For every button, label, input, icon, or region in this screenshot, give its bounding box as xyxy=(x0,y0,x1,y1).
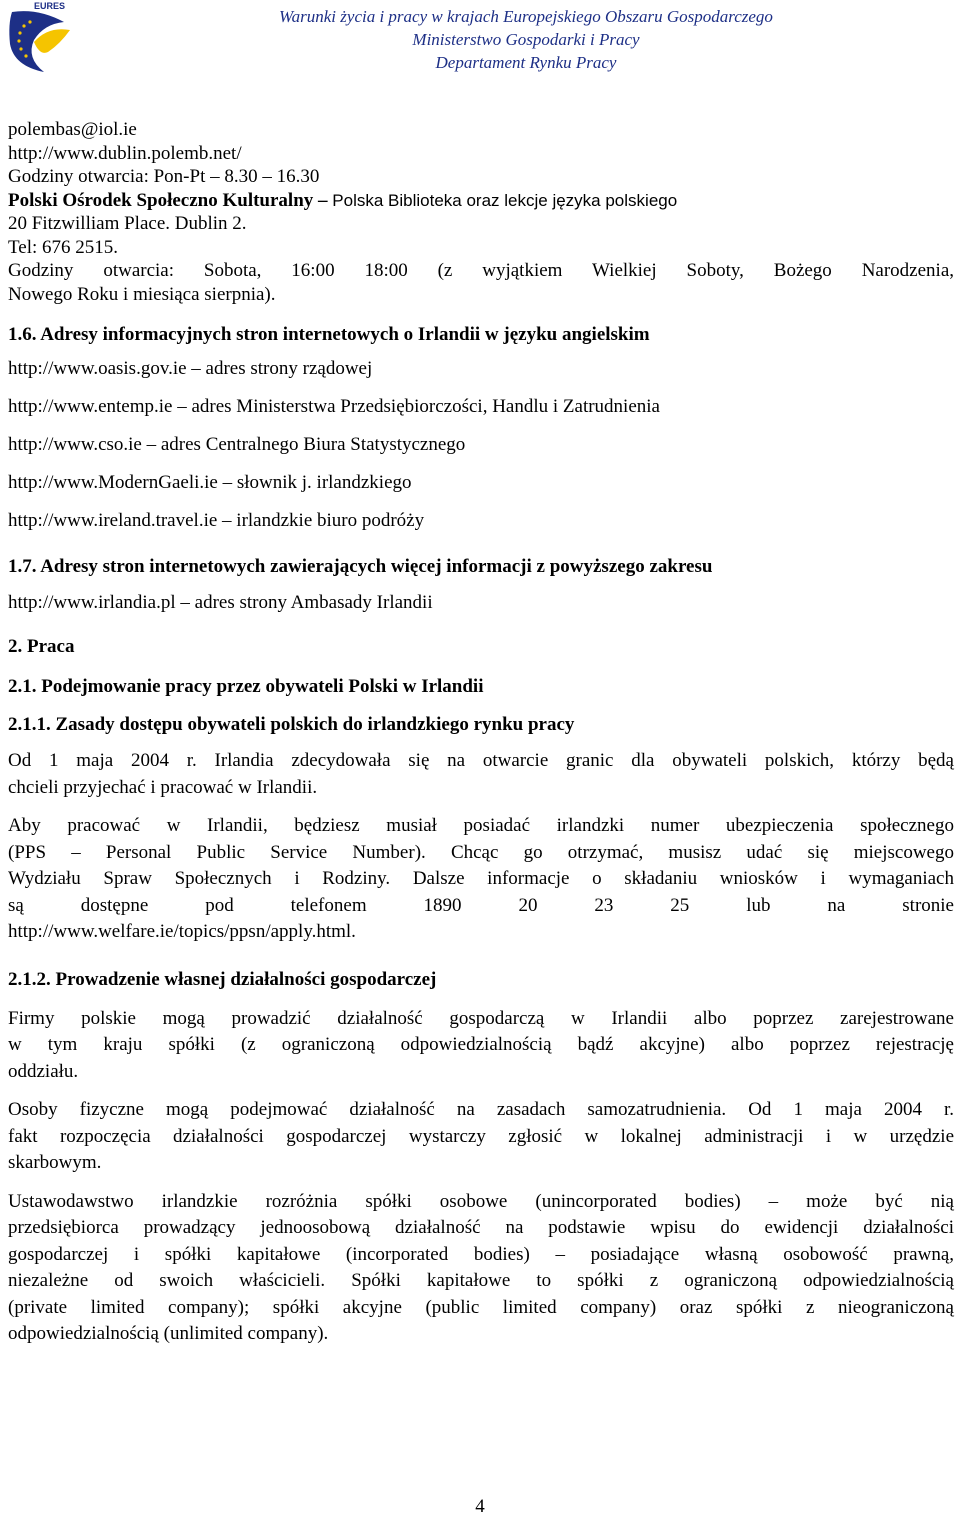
center-address: 20 Fitzwilliam Place. Dublin 2. xyxy=(8,213,247,234)
link-entemp: http://www.entemp.ie – adres Ministerstwa Przedsiębiorczości, Handlu i Zatrudnienia xyxy=(8,396,660,417)
header-ministry: Ministerstwo Gospodarki i Pracy xyxy=(412,30,640,49)
eures-logo xyxy=(4,0,76,80)
link-oasis: http://www.oasis.gov.ie – adres strony rządowej xyxy=(8,358,373,379)
center-tel: Tel: 676 2515. xyxy=(8,236,119,258)
section-2-1-1-heading: 2.1.1. Zasady dostępu obywateli polskich do irlandzkiego rynku pracy xyxy=(8,714,575,735)
paragraph-2-1-2-b: Osoby fizyczne mogą podejmować działalność na zasadach samozatrudnienia. Od 1 maja 2004 r. fakt rozpoczęcia działalności gospodarczej wystarczy zgłosić w lokalnej administracji i w urzędzie skarbowym. xyxy=(8,1099,954,1173)
section-2-heading: 2. Praca xyxy=(8,636,75,657)
cultural-center-name: Polski Ośrodek Społeczno Kulturalny xyxy=(8,189,314,211)
section-1-7-heading: 1.7. Adresy stron internetowych zawierających więcej informacji z powyższego zakresu xyxy=(8,556,713,577)
center-hours-line2: Nowego Roku i miesiąca sierpnia). xyxy=(8,283,276,305)
header-title: Warunki życia i pracy w krajach Europejskiego Obszaru Gospodarczego xyxy=(279,7,773,26)
contact-url: http://www.dublin.polemb.net/ xyxy=(8,142,242,164)
document-body xyxy=(8,118,954,1348)
paragraph-2-1-1-a: Od 1 maja 2004 r. Irlandia zdecydowała się na otwarcie granic dla obywateli polskich, którzy będą chcieli przyjechać i pracować w Irlandii. xyxy=(8,750,954,798)
contact-email: polembas@iol.ie xyxy=(8,119,137,140)
cultural-center-dash: – xyxy=(313,189,333,211)
center-hours-line1: Godziny otwarcia: Sobota, 16:00 18:00 (z wyjątkiem Wielkiej Soboty, Bożego Narodzenia, xyxy=(8,260,954,281)
link-cso: http://www.cso.ie – adres Centralnego Biura Statystycznego xyxy=(8,434,466,455)
page-number: 4 xyxy=(475,1496,485,1517)
cultural-center-line xyxy=(8,189,954,213)
link-moderngaeli: http://www.ModernGaeli.ie – słownik j. irlandzkiego xyxy=(8,472,412,493)
page-header xyxy=(0,0,960,80)
header-department: Departament Rynku Pracy xyxy=(435,53,617,72)
section-1-6-heading: 1.6. Adresy informacyjnych stron internetowych o Irlandii w języku angielskim xyxy=(8,324,650,345)
contact-hours: Godziny otwarcia: Pon-Pt – 8.30 – 16.30 xyxy=(8,166,320,187)
svg-text:EURES: EURES xyxy=(34,1,66,11)
link-irlandia: http://www.irlandia.pl – adres strony Ambasady Irlandii xyxy=(8,592,433,613)
section-2-1-2-heading: 2.1.2. Prowadzenie własnej działalności gospodarczej xyxy=(8,968,437,990)
cultural-center-desc: Polska Biblioteka oraz lekcje języka polskiego xyxy=(332,190,678,210)
paragraph-2-1-2-a: Firmy polskie mogą prowadzić działalność gospodarczą w Irlandii albo poprzez zarejestrowane w tym kraju spółki (z ograniczoną odpowiedzialnością bądź akcyjne) albo poprzez rejestrację oddziału. xyxy=(8,1007,954,1082)
link-ireland-travel: http://www.ireland.travel.ie – irlandzkie biuro podróży xyxy=(8,510,425,531)
paragraph-2-1-1-b: Aby pracować w Irlandii, będziesz musiał posiadać irlandzki numer ubezpieczenia społecznego (PPS – Personal Public Service Number). Chcąc go otrzymać, musisz udać się miejscowego Wydziału Spraw Społecznych i Rodziny. Dalsze informacje o składaniu wniosków i wymaganiach są dostępne pod telefonem 1890 20 23 25 lub na stronie http://www.welfare.ie/topics/ppsn/apply.html. xyxy=(8,815,954,942)
section-2-1-heading: 2.1. Podejmowanie pracy przez obywateli Polski w Irlandii xyxy=(8,676,484,697)
paragraph-2-1-2-c: Ustawodawstwo irlandzkie rozróżnia spółki osobowe (unincorporated bodies) – może być nią przedsiębiorca prowadzący jednoosobową działalność na podstawie wpisu do ewidencji działalności gospodarczej i spółki kapitałowe (incorporated bodies) – posiadające własną osobowość prawną, niezależne od swoich właścicieli. Spółki kapitałowe to spółki z ograniczoną odpowiedzialnością (private limited company); spółki akcyjne (public limited company) oraz spółki z nieograniczoną odpowiedzialnością (unlimited company). xyxy=(8,1190,954,1344)
